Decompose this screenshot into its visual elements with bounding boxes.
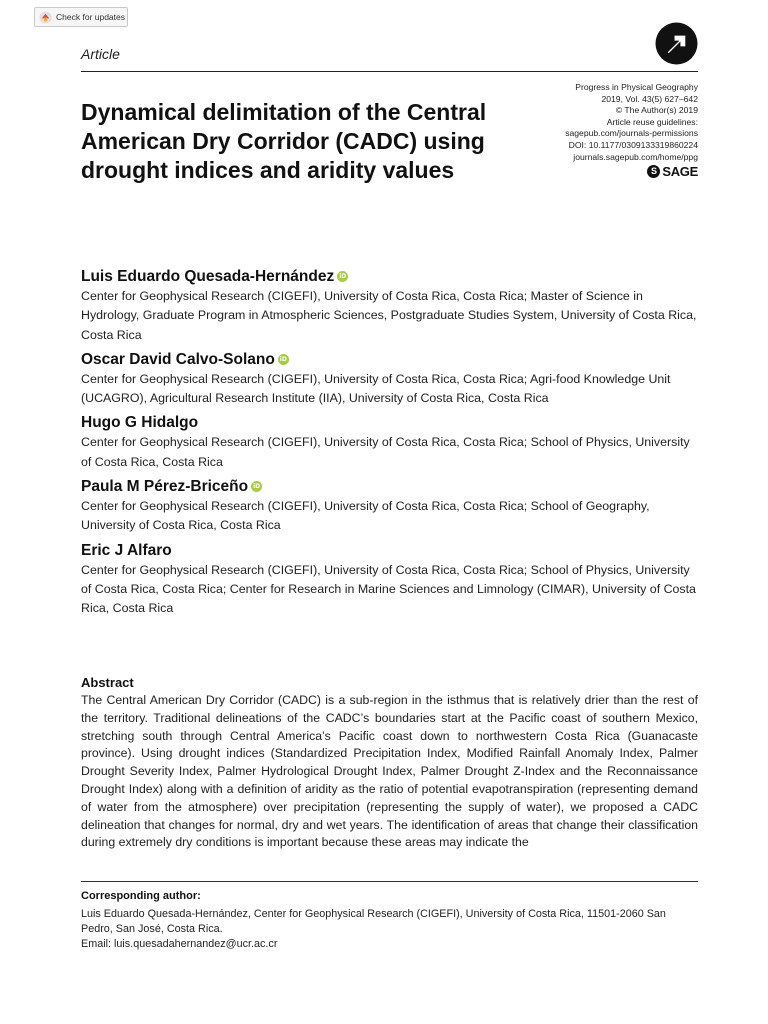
corresponding-author-details bbox=[81, 907, 698, 952]
section-label: Article bbox=[81, 46, 120, 62]
author-affiliation: Center for Geophysical Research (CIGEFI), University of Costa Rica, Costa Rica; School of Geography, University of Costa Rica, Costa Rica bbox=[81, 499, 650, 533]
header-divider bbox=[81, 71, 698, 72]
author-affiliation: Center for Geophysical Research (CIGEFI), University of Costa Rica, Costa Rica; School of Physics, University of Costa Rica, Costa Rica; Center for Research in Marine Sciences and Limnology (CIMAR), University of Costa Rica, Costa Rica bbox=[81, 562, 696, 616]
author-affiliation: Center for Geophysical Research (CIGEFI), University of Costa Rica, Costa Rica; Agri-food Knowledge Unit (UCAGRO), Agricultural Research Institute (IIA), University of Costa Rica, Costa Rica bbox=[81, 371, 671, 406]
author bbox=[81, 266, 701, 345]
author-affiliation: Center for Geophysical Research (CIGEFI), University of Costa Rica, Costa Rica; School of Physics, University of Costa Rica, Costa Rica bbox=[81, 435, 690, 469]
reuse-guidelines: Article reuse guidelines: bbox=[606, 116, 698, 127]
footnote-divider bbox=[81, 881, 698, 882]
journal-homepage-link[interactable]: journals.sagepub.com/home/ppg bbox=[573, 151, 698, 162]
author-name: Luis Eduardo Quesada-Hernández bbox=[81, 268, 335, 285]
journal-volume: 2019, Vol. 43(5) 627–642 bbox=[601, 93, 698, 104]
author-list bbox=[81, 266, 701, 623]
doi[interactable]: DOI: 10.1177/0309133319860224 bbox=[568, 139, 698, 150]
author bbox=[81, 349, 701, 409]
author-name: Paula M Pérez-Briceño bbox=[81, 478, 249, 496]
author bbox=[81, 412, 701, 472]
corresponding-author-heading: Corresponding author: bbox=[81, 890, 201, 902]
abstract-text: The Central American Dry Corridor (CADC) is a sub-region in the isthmus that is relatively drier than the rest of the territory. Traditional delineations of the CADC’s boundaries start at the Pacific coast of southern Mexico, stretching south through Central America’s Pacific coast down to northwestern Costa Rica (Guanacaste province). Using drought indices (Standardized Precipitation Index, Modified Rainfall Anomaly Index, Palmer Drought Severity Index, Palmer Hydrological Drought Index, Palmer Drought Z-Index and the Reconnaissance Drought Index) along with a definition of aridity as the ratio of potential evapotranspiration (representing demand of water from the atmosphere) over precipitation (representing the supply of water), we proposed a CADC delineation that changes for normal, dry and wet years. The identification of areas that change their classification during extremely dry conditions is important because these areas may indicate the bbox=[81, 693, 698, 850]
publisher-name: SAGE bbox=[662, 163, 698, 179]
author-affiliation: Center for Geophysical Research (CIGEFI), University of Costa Rica, Costa Rica; Master of Science in Hydrology, Graduate Program in Atmospheric Sciences, Postgraduate Studies System, University of Costa Rica, Costa Rica bbox=[81, 289, 697, 342]
author-name: Oscar David Calvo-Solano bbox=[81, 350, 275, 368]
author bbox=[81, 540, 701, 619]
abstract-heading: Abstract bbox=[81, 675, 134, 690]
permissions-link[interactable]: sagepub.com/journals-permissions bbox=[565, 128, 698, 139]
article-title: Dynamical delimitation of the Central American Dry Corridor (CADC) using drought indices and aridity values bbox=[81, 99, 487, 183]
journal-name: Progress in Physical Geography bbox=[575, 82, 698, 92]
corresponding-address: Luis Eduardo Quesada-Hernández, Center for Geophysical Research (CIGEFI), University of Costa Rica, 11501-2060 San Pedro, San José, Costa Rica. bbox=[81, 908, 666, 935]
orcid-icon[interactable]: iD bbox=[339, 273, 347, 280]
copyright: © The Author(s) 2019 bbox=[615, 105, 698, 116]
publisher-logo bbox=[490, 165, 698, 178]
sage-icon bbox=[647, 165, 660, 178]
check-for-updates-button[interactable] bbox=[34, 7, 128, 27]
author-name: Hugo G Hidalgo bbox=[81, 414, 199, 432]
update-icon bbox=[39, 11, 52, 24]
check-for-updates-label: Check for updates bbox=[56, 12, 125, 22]
corresponding-email[interactable]: Email: luis.quesadahernandez@ucr.ac.cr bbox=[81, 938, 278, 950]
author-name: Eric J Alfaro bbox=[81, 541, 172, 559]
orcid-icon[interactable]: iD bbox=[253, 483, 261, 491]
author bbox=[81, 476, 701, 536]
orcid-icon[interactable]: iD bbox=[279, 355, 287, 363]
journal-meta bbox=[490, 82, 698, 178]
journal-logo-icon bbox=[655, 22, 698, 65]
